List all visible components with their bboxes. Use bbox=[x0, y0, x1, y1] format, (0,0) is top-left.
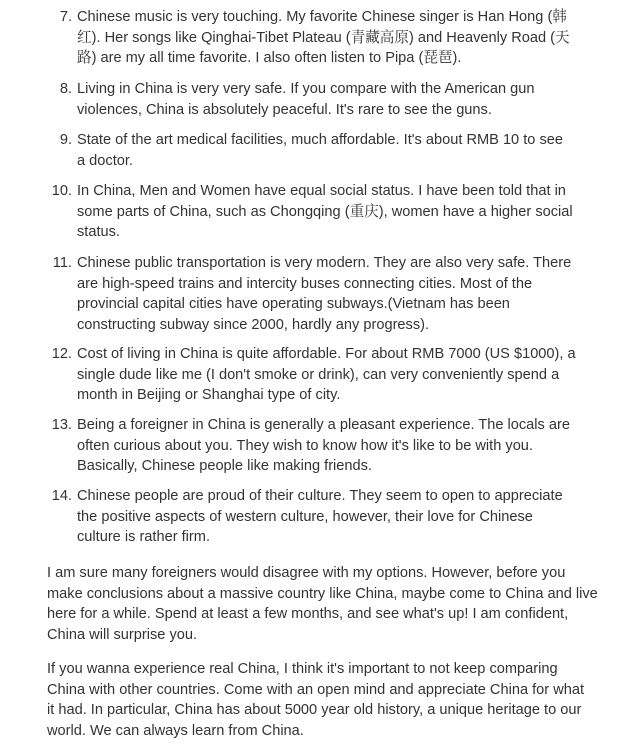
list-item-number: 12. bbox=[51, 346, 72, 362]
text-line: State of the art medical facilities, much affordable. It's about RMB 10 to see bbox=[77, 132, 563, 148]
list-item-text bbox=[77, 181, 577, 243]
text-line: month in Beijing or Shanghai type of city. bbox=[77, 387, 341, 403]
text-line: here for a while. Spend at least a few months, and see what's up! I am confident, bbox=[47, 606, 569, 622]
text-line: single dude like me (I don't smoke or drink), can very conveniently spend a bbox=[77, 366, 560, 383]
text-line: Chinese music is very touching. My favorite Chinese singer is Han Hong (韩 bbox=[77, 9, 567, 25]
list-item-text bbox=[77, 7, 577, 69]
text-line: it had. In particular, China has about 5000 year old history, a unique heritage to our bbox=[47, 702, 582, 718]
list-item-number: 8. bbox=[59, 81, 72, 97]
text-line: status. bbox=[77, 224, 120, 240]
list-item-text bbox=[77, 415, 577, 477]
list-item-text bbox=[77, 344, 577, 406]
list-item-number: 11. bbox=[52, 255, 72, 271]
list-item-text bbox=[77, 130, 577, 171]
text-line: In China, Men and Women have equal social status. I have been told that in bbox=[77, 183, 566, 199]
list-item-text bbox=[77, 253, 577, 335]
text-line: the positive aspects of western culture, however, their love for Chinese bbox=[77, 508, 533, 525]
text-line: culture is rather firm. bbox=[77, 529, 210, 545]
text-line: violences, China is absolutely peaceful. It's rare to see the guns. bbox=[77, 101, 492, 118]
text-line: often curious about you. They wish to know how it's like to be with you. bbox=[77, 437, 533, 454]
list-item-text bbox=[77, 486, 577, 548]
list-item-number: 10. bbox=[51, 183, 72, 199]
text-line: China will surprise you. bbox=[47, 626, 198, 643]
text-line: Living in China is very very safe. If you compare with the American gun bbox=[77, 81, 535, 97]
text-line: make conclusions about a massive country like China, maybe come to China and live bbox=[47, 585, 598, 602]
text-line: Basically, Chinese people like making friends. bbox=[77, 458, 372, 474]
text-line: some parts of China, such as Chongqing (重庆), women have a higher social bbox=[77, 203, 573, 220]
text-line: a doctor. bbox=[77, 152, 133, 169]
text-line: 路) are my all time favorite. I also often listen to Pipa (琵琶). bbox=[77, 50, 462, 66]
text-line: If you wanna experience real China, I think it's important to not keep comparing bbox=[47, 661, 558, 677]
text-line: 红). Her songs like Qinghai-Tibet Plateau (青藏高原) and Heavenly Road (天 bbox=[77, 29, 570, 46]
closing-paragraph bbox=[47, 563, 607, 645]
text-line: are high-speed trains and intercity buses connecting cities. Most of the bbox=[77, 275, 533, 292]
list-item-text bbox=[77, 79, 577, 120]
text-line: I am sure many foreigners would disagree with my options. However, before you bbox=[47, 565, 566, 581]
text-line: Being a foreigner in China is generally a pleasant experience. The locals are bbox=[77, 417, 570, 433]
text-line: Chinese people are proud of their culture. They seem to open to appreciate bbox=[77, 488, 563, 504]
list-item-number: 7. bbox=[59, 9, 72, 25]
text-line: provincial capital cities have operating subways.(Vietnam has been bbox=[77, 296, 510, 312]
text-line: world. We can always learn from China. bbox=[47, 722, 304, 739]
text-line: constructing subway since 2000, hardly any progress). bbox=[77, 316, 430, 333]
text-line: China with other countries. Come with an open mind and appreciate China for what bbox=[47, 681, 585, 698]
list-item-number: 14. bbox=[51, 488, 72, 504]
list-item-number: 9. bbox=[59, 132, 72, 148]
text-line: Cost of living in China is quite affordable. For about RMB 7000 (US $1000), a bbox=[77, 346, 576, 362]
list-item-number: 13. bbox=[51, 417, 72, 433]
text-line: Chinese public transportation is very modern. They are also very safe. There bbox=[77, 255, 572, 271]
final-paragraph bbox=[47, 659, 607, 741]
